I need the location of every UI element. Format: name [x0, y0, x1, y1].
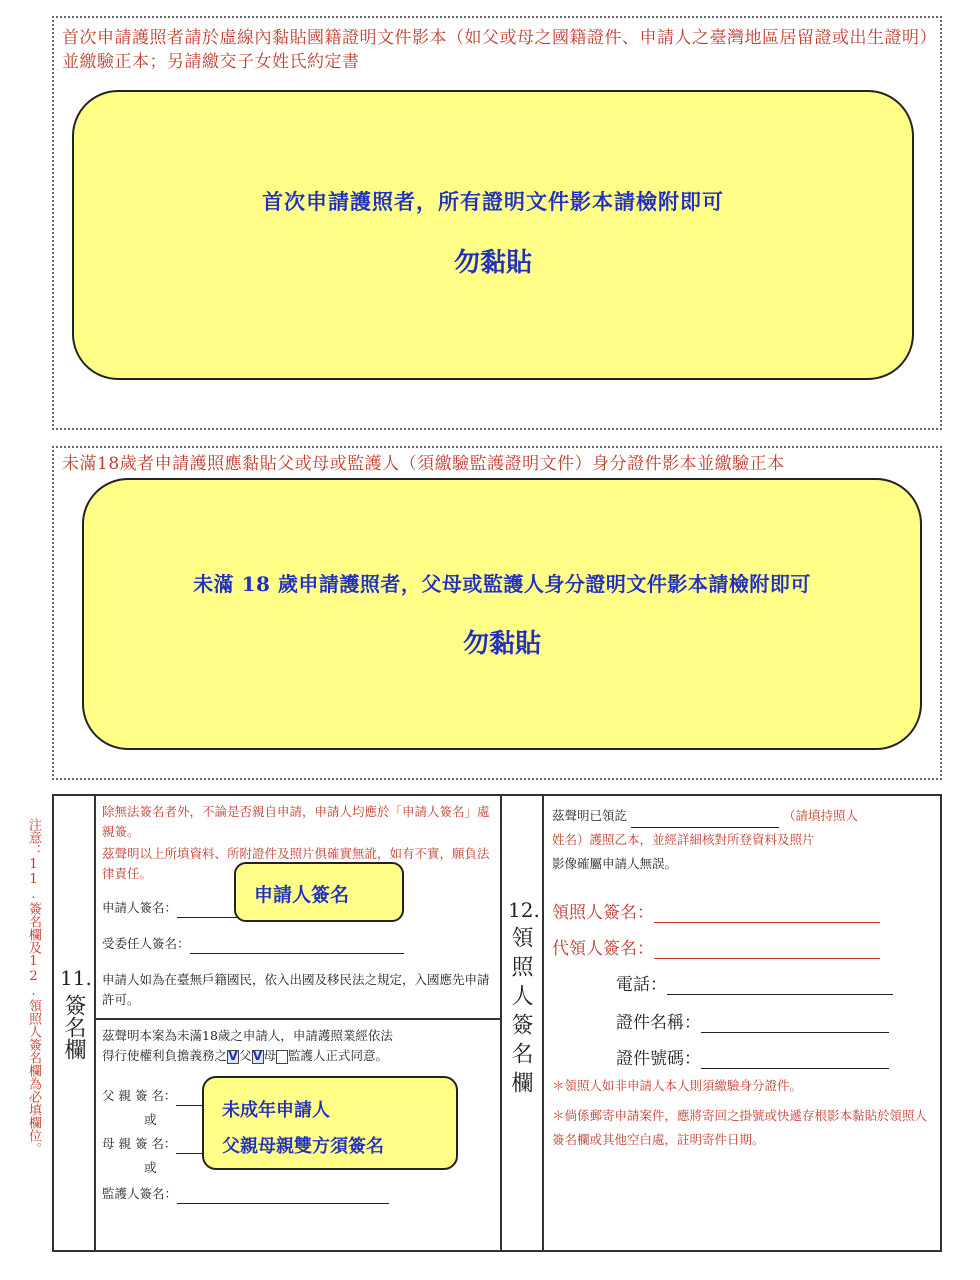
table-divider-1 — [94, 794, 96, 1252]
father-option-label: 父 — [239, 1048, 252, 1063]
truthfulness-declaration: 茲聲明以上所填資料、所附證件及照片俱確實無訛，如有不實，願負法律責任。 — [102, 846, 490, 881]
section-12-number: 12. — [508, 898, 540, 922]
father-signature-label: 父 親 簽 名： — [102, 1088, 177, 1103]
section-11-number: 11. — [60, 966, 92, 990]
table-divider-4 — [94, 1018, 500, 1020]
table-divider-2 — [500, 794, 502, 1252]
holder-name-hint: （請填持照人 — [782, 808, 858, 823]
minor-application-callout-text: 未滿 18 歲申請護照者，父母或監護人身分證明文件影本請檢附即可 — [193, 572, 811, 596]
phone-label: 電話： — [616, 975, 667, 995]
do-not-paste-label: 勿黏貼 — [453, 248, 532, 278]
collector-id-note: ＊領照人如非申請人本人則須繳驗身分證件。 — [552, 1078, 803, 1093]
minor-consent-text: 得行使權利負擔義務之 — [102, 1048, 228, 1063]
id-document-name-label: 證件名稱： — [616, 1013, 701, 1033]
receipt-declaration-line-2 — [552, 828, 934, 852]
guardian-signature-line[interactable] — [177, 1203, 389, 1204]
table-divider-3 — [542, 794, 544, 1252]
proxy-signature-label: 代領人簽名： — [552, 939, 654, 959]
overseas-national-note: 申請人如為在臺無戶籍國民，依入出國及移民法之規定，入國應先申請許可。 — [102, 972, 490, 1007]
nationality-proof-note: 首次申請護照者請於虛線內黏貼國籍證明文件影本（如父或母之國籍證件、申請人之臺灣地區居留證或出生證明）並繳驗正本；另請繳交子女姓氏約定書 — [62, 28, 929, 72]
id-document-number-label: 證件號碼： — [616, 1049, 701, 1069]
signature-instruction: 除無法簽名者外，不論是否親自申請，申請人均應於「申請人簽名」處親簽。 — [102, 804, 490, 839]
receipt-declaration-line-1 — [552, 804, 934, 828]
collector-signature-label: 領照人簽名： — [552, 903, 654, 923]
first-application-callout — [72, 90, 914, 380]
do-not-paste-label-2: 勿黏貼 — [462, 629, 541, 659]
applicant-signature-label: 申請人簽名： — [102, 900, 178, 915]
delegate-signature-field[interactable] — [102, 934, 496, 954]
applicant-signature-callout-text: 申請人簽名 — [254, 884, 350, 906]
applicant-signature-callout — [234, 862, 404, 922]
minor-parents-callout — [202, 1076, 458, 1170]
id-document-name-line[interactable] — [701, 1032, 889, 1033]
guardian-signature-field[interactable] — [102, 1184, 496, 1204]
guardian-signature-label: 監護人簽名： — [102, 1186, 178, 1201]
proxy-signature-line[interactable] — [654, 958, 880, 959]
minor-parents-callout-line-1: 未成年申請人 — [222, 1100, 330, 1121]
minor-parents-callout-line-2: 父親母親雙方須簽名 — [222, 1136, 384, 1157]
minor-consent-line-1: 茲聲明本案為未滿18歲之申請人，申請護照業經依法 — [102, 1028, 393, 1043]
mother-signature-label: 母 親 簽 名： — [102, 1136, 177, 1151]
delegate-signature-line[interactable] — [190, 953, 404, 954]
or-label-1: 或 — [144, 1112, 157, 1127]
father-checkbox[interactable]: V — [228, 1048, 238, 1063]
receipt-declaration — [552, 804, 934, 876]
mother-checkbox[interactable]: V — [252, 1048, 263, 1063]
or-label-2: 或 — [144, 1160, 157, 1175]
id-document-name-field[interactable] — [616, 1008, 889, 1033]
proxy-signature-field[interactable] — [552, 934, 880, 959]
mail-application-note: ＊倘係郵寄申請案件，應將寄回之掛號或快遞存根影本黏貼於領照人簽名欄或其他空白處，註明寄件日期。 — [552, 1108, 928, 1147]
guardian-option-label: 監護人正式同意。 — [288, 1048, 389, 1063]
delegate-signature-label: 受委任人簽名： — [102, 936, 190, 951]
mandatory-fields-side-note: 注意：11.簽名欄及12.領照人簽名欄為必填欄位。 — [26, 818, 41, 1155]
mother-option-label: 母 — [263, 1048, 277, 1063]
collector-signature-field[interactable] — [552, 898, 880, 923]
id-document-number-line[interactable] — [701, 1068, 889, 1069]
section-11-title: 簽名欄 — [61, 994, 86, 1060]
guardian-checkbox[interactable] — [276, 1050, 288, 1064]
first-application-callout-text: 首次申請護照者，所有證明文件影本請檢附即可 — [262, 189, 724, 214]
guardian-id-note: 未滿18歲者申請護照應黏貼父或母或監護人（須繳驗監護證明文件）身分證件影本並繳驗正本 — [62, 454, 785, 474]
receipt-declaration-text-2: 姓名）護照乙本，並經詳細核對所登資料及照片 — [552, 832, 815, 847]
id-document-number-field[interactable] — [616, 1044, 889, 1069]
phone-line[interactable] — [667, 994, 893, 995]
receipt-declaration-text: 茲聲明已領訖 — [552, 808, 628, 823]
phone-field[interactable] — [616, 970, 893, 995]
minor-consent-declaration — [102, 1026, 496, 1066]
section-12-title: 領照人簽名欄 — [508, 926, 533, 1100]
minor-consent-line-2 — [102, 1046, 496, 1066]
collector-signature-line[interactable] — [654, 922, 880, 923]
receipt-declaration-line-3: 影像確屬申請人無誤。 — [552, 856, 678, 871]
minor-application-callout — [82, 478, 922, 750]
